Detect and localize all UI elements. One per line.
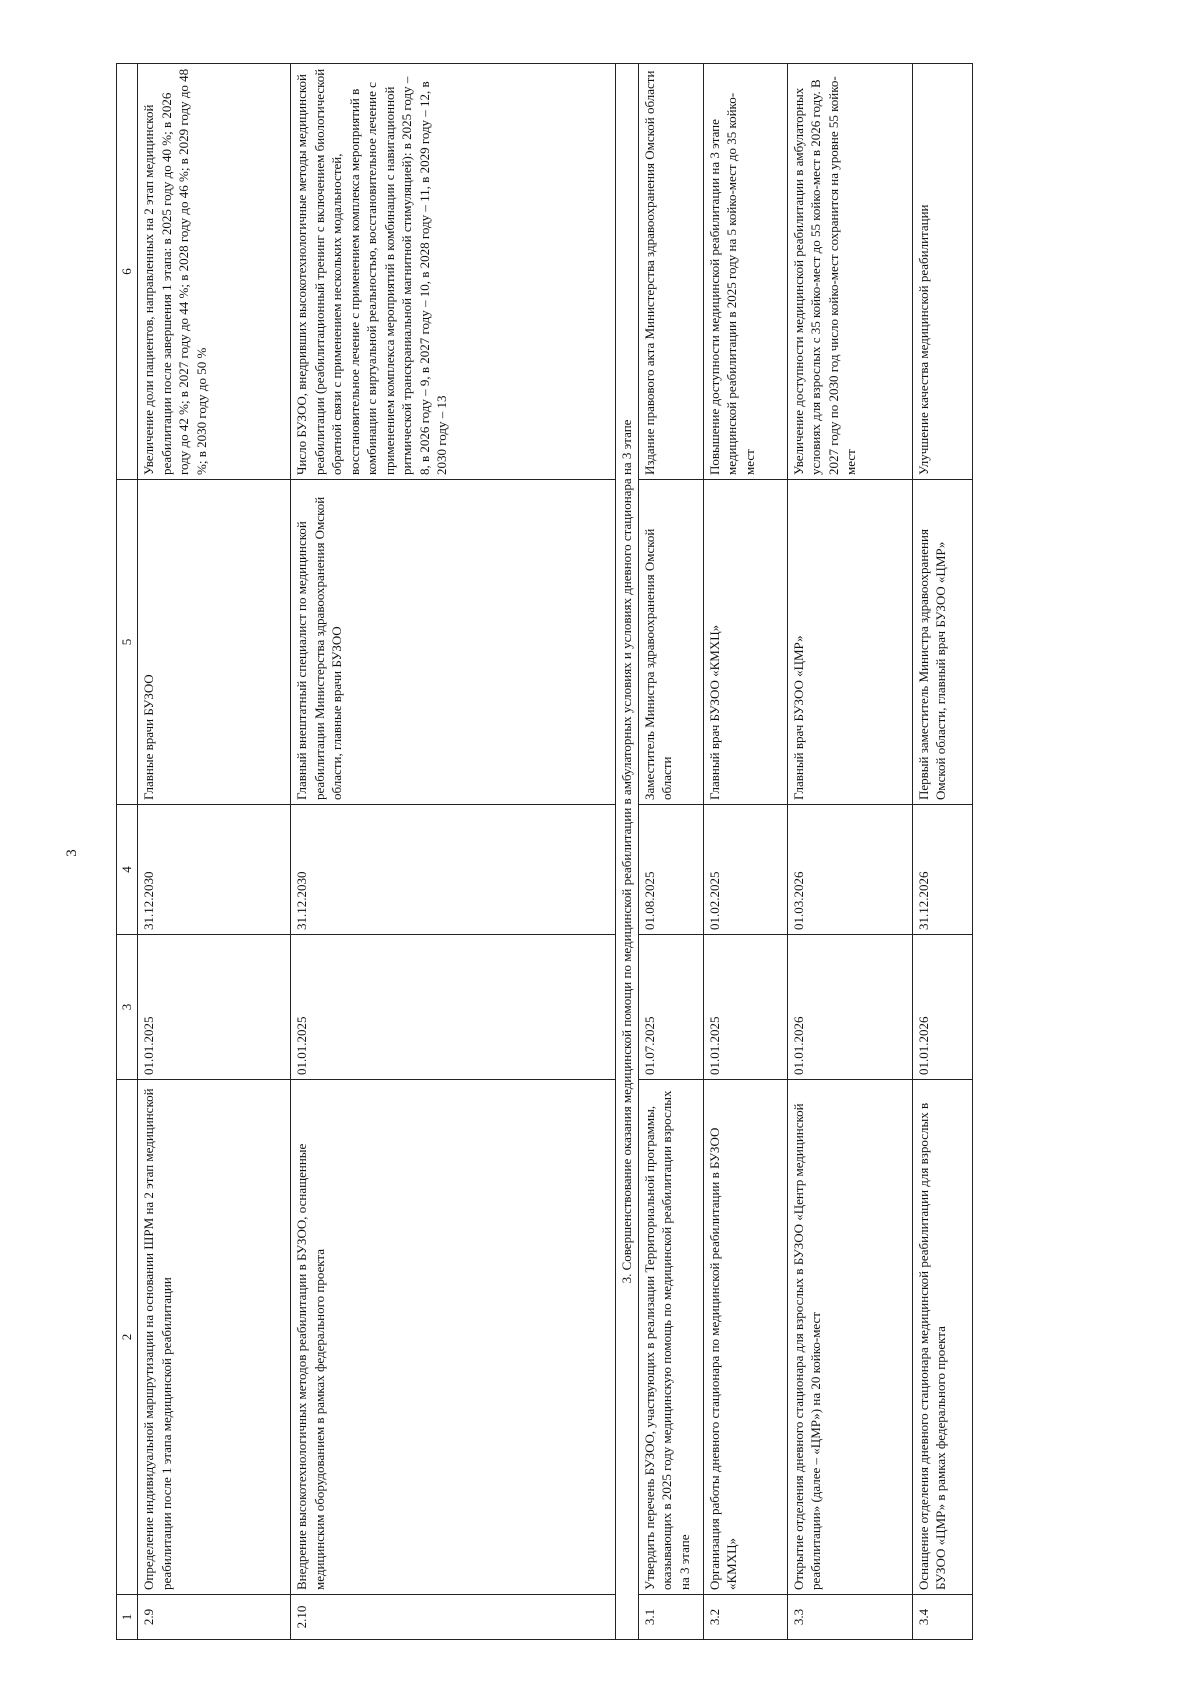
result-cell: Увеличение доступности медицинской реабилитации в амбулаторных условиях для взрослых с 35 койко-мест до 55 койко-мест в 2026 году. В 2027 году по 2030 год число койко-мест сохранится на уровне 55 койко-мест (787, 64, 912, 480)
end-date-cell: 01.02.2025 (703, 805, 787, 935)
column-number: 5 (117, 480, 138, 805)
responsible-cell: Главный внештатный специалист по медицинской реабилитации Министерства здравоохранения Омской области, главные врачи БУЗОО (291, 480, 616, 805)
result-cell: Увеличение доли пациентов, направленных на 2 этап медицинской реабилитации после завершения 1 этапа: в 2025 году до 40 %; в 2026 году до 42 %; в 2027 году до 44 %; в 2028 году до 46 %; в 2029 году до 48 %; в 2030 году до 50 % (138, 64, 291, 480)
start-date-cell: 01.01.2025 (291, 935, 616, 1080)
row-number: 3.1 (638, 1595, 703, 1640)
start-date-cell: 01.01.2025 (703, 935, 787, 1080)
start-date-cell: 01.01.2026 (787, 935, 912, 1080)
responsible-cell: Заместитель Министра здравоохранения Омской области (638, 480, 703, 805)
table-row (787, 64, 912, 1640)
event-cell: Организация работы дневного стационара по медицинской реабилитации в БУЗОО «КМХЦ» (703, 1080, 787, 1595)
row-number: 2.9 (138, 1595, 291, 1640)
column-number: 4 (117, 805, 138, 935)
result-cell: Число БУЗОО, внедривших высокотехнологичные методы медицинской реабилитации (реабилитационный тренинг с включением биологической обратной связи с применением нескольких модальностей, восстановительное лечение с применением комплекса мероприятий в комбинации с виртуальной реальностью, восстановительное лечение с применением комплекса мероприятий в комбинации с навигационной ритмической транскраниальной магнитной стимуляцией): в 2025 году – 8, в 2026 году – 9, в 2027 году – 10, в 2028 году – 11, в 2029 году – 12, в 2030 году – 13 (291, 64, 616, 480)
start-date-cell: 01.07.2025 (638, 935, 703, 1080)
table-row (138, 64, 291, 1640)
section-header-row (616, 64, 639, 1640)
end-date-cell: 31.12.2030 (138, 805, 291, 935)
table-row (912, 64, 972, 1640)
end-date-cell: 31.12.2030 (291, 805, 616, 935)
event-cell: Внедрение высокотехнологичных методов реабилитации в БУЗОО, оснащенные медицинским оборудованием в рамках федерального проекта (291, 1080, 616, 1595)
end-date-cell: 31.12.2026 (912, 805, 972, 935)
end-date-cell: 01.08.2025 (638, 805, 703, 935)
table-row (291, 64, 616, 1640)
column-number: 6 (117, 64, 138, 480)
start-date-cell: 01.01.2025 (138, 935, 291, 1080)
row-number: 2.10 (291, 1595, 616, 1640)
responsible-cell: Главный врач БУЗОО «ЦМР» (787, 480, 912, 805)
table-row (638, 64, 703, 1640)
start-date-cell: 01.01.2026 (912, 935, 972, 1080)
result-cell: Повышение доступности медицинской реабилитации на 3 этапе медицинской реабилитации в 2025 году на 5 койко-мест до 35 койко-мест (703, 64, 787, 480)
column-number-row (117, 64, 138, 1640)
section-title: 3. Совершенствование оказания медицинской помощи по медицинской реабилитации в амбулаторных условиях и условиях дневного стационара на 3 этапе (616, 64, 639, 1640)
responsible-cell: Главные врачи БУЗОО (138, 480, 291, 805)
action-plan-table (116, 63, 973, 1640)
column-number: 1 (117, 1595, 138, 1640)
result-cell: Издание правового акта Министерства здравоохранения Омской области (638, 64, 703, 480)
event-cell: Утвердить перечень БУЗОО, участвующих в реализации Территориальной программы, оказывающих в 2025 году медицинскую помощь по медицинской реабилитации взрослых на 3 этапе (638, 1080, 703, 1595)
column-number: 3 (117, 935, 138, 1080)
table-row (703, 64, 787, 1640)
responsible-cell: Главный врач БУЗОО «КМХЦ» (703, 480, 787, 805)
event-cell: Открытие отделения дневного стационара для взрослых в БУЗОО «Центр медицинской реабилитации» (далее – «ЦМР») на 20 койко-мест (787, 1080, 912, 1595)
end-date-cell: 01.03.2026 (787, 805, 912, 935)
rotated-table-container (116, 64, 1050, 1640)
result-cell: Улучшение качества медицинской реабилитации (912, 64, 972, 480)
event-cell: Оснащение отделения дневного стационара медицинской реабилитации для взрослых в БУЗОО «ЦМР» в рамках федерального проекта (912, 1080, 972, 1595)
row-number: 3.2 (703, 1595, 787, 1640)
responsible-cell: Первый заместитель Министра здравоохранения Омской области, главный врач БУЗОО «ЦМР» (912, 480, 972, 805)
row-number: 3.3 (787, 1595, 912, 1640)
event-cell: Определение индивидуальной маршрутизации на основании ШРМ на 2 этап медицинской реабилитации после 1 этапа медицинской реабилитации (138, 1080, 291, 1595)
column-number: 2 (117, 1080, 138, 1595)
page-number: 3 (64, 849, 80, 857)
row-number: 3.4 (912, 1595, 972, 1640)
